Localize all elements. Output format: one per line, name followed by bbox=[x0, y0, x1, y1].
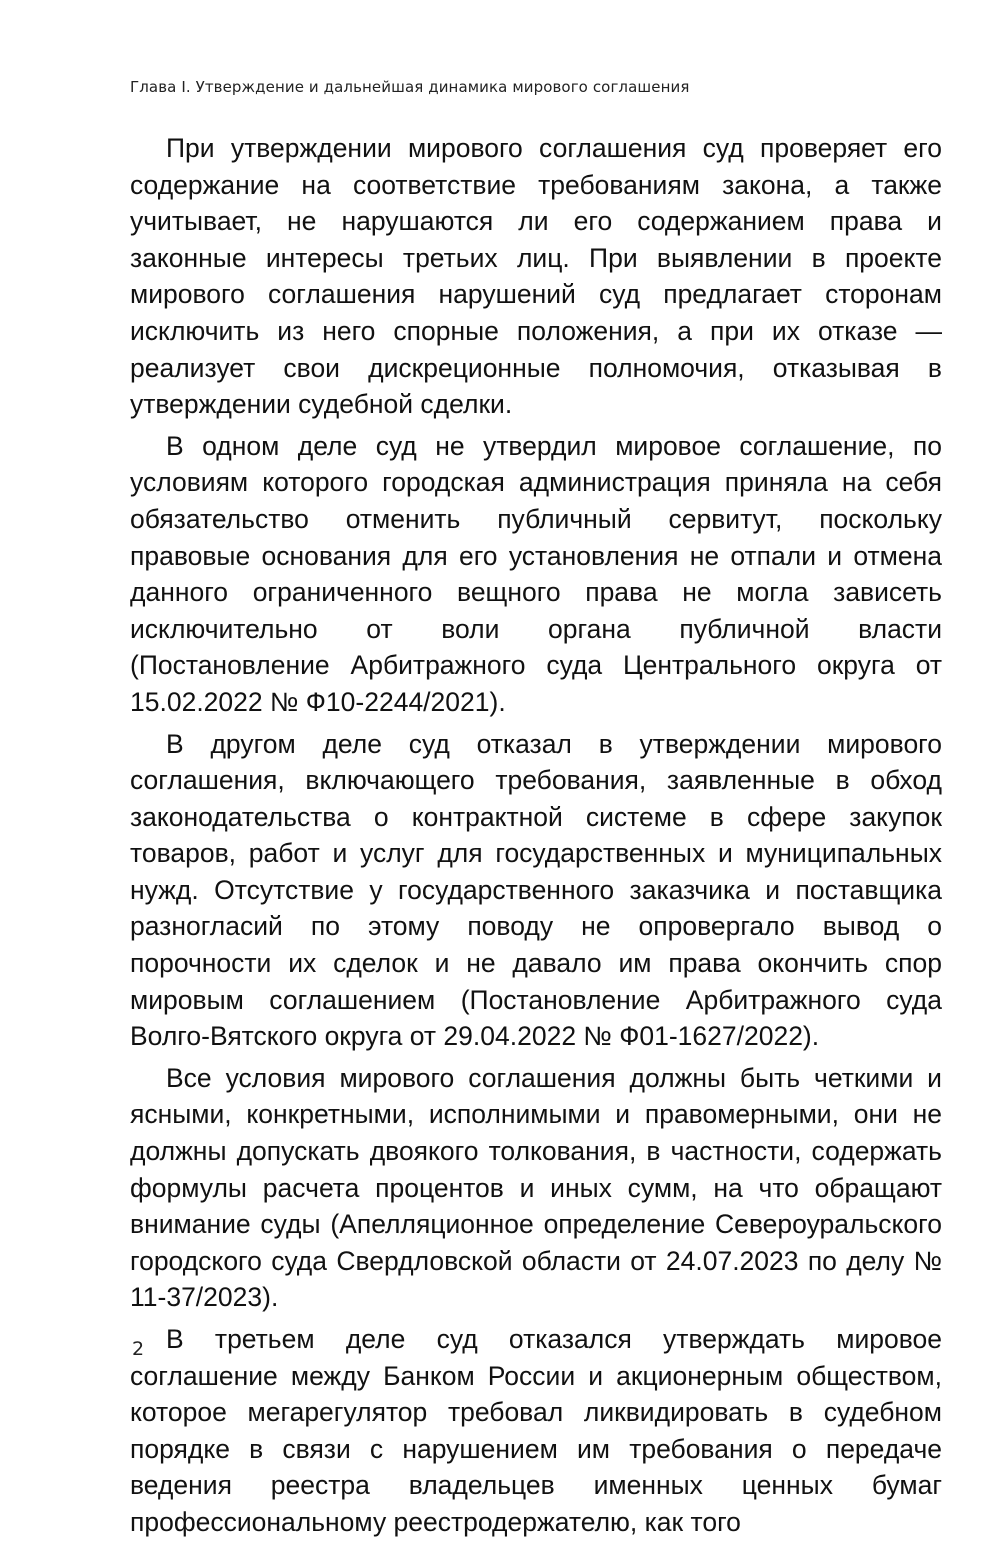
paragraph-4: Все условия мирового соглашения должны быть четкими и ясными, конкретными, исполнимыми и правомерными, они не должны допускать двоякого толкования, в частности, содержать формулы расчета процентов и иных сумм, на что обращают внимание суды (Апелляционное определение Североуральского городского суда Свердловской области от 24.07.2023 по делу № 11-37/2023). bbox=[130, 1062, 942, 1313]
paragraph-2: В одном деле суд не утвердил мировое соглашение, по условиям которого городская администрация приняла на себя обязательство отменить публичный сервитут, поскольку правовые основания для его установления не отпали и отмена данного ограниченного вещного права не могла зависеть исключительно от воли органа публичной власти (Постановление Арбитражного суда Центрального округа от 15.02.2022 № Ф10-2244/2021). bbox=[130, 430, 942, 717]
paragraph-3: В другом деле суд отказал в утверждении мирового соглашения, включающего требования, заявленные в обход законодательства о контрактной системе в сфере закупок товаров, работ и услуг для государственных и муниципальных нужд. Отсутствие у государственного заказчика и поставщика разногласий по этому поводу не опровергало вывод о порочности их сделок и не давало им права окончить спор мировым соглашением (Постановление Арбитражного суда Волго-Вятского округа от 29.04.2022 № Ф01-1627/2022). bbox=[130, 728, 942, 1052]
running-header: Глава I. Утверждение и дальнейшая динамика мирового соглашения bbox=[130, 78, 690, 96]
page-number: 2 bbox=[132, 1338, 145, 1360]
paragraph-5: В третьем деле суд отказался утверждать мировое соглашение между Банком России и акционерным обществом, которое мегарегулятор требовал ликвидировать в судебном порядке в связи с нарушением им требования о передаче ведения реестра владельцев именных ценных бумаг профессиональному реестродержателю, как того bbox=[130, 1324, 942, 1537]
body-text bbox=[130, 130, 942, 1546]
paragraph-1: При утверждении мирового соглашения суд проверяет его содержание на соответствие требованиям закона, а также учитывает, не нарушаются ли его содержанием права и законные интересы третьих лиц. При выявлении в проекте мирового соглашения нарушений суд предлагает сторонам исключить из него спорные положения, а при их отказе — реализует свои дискреционные полномочия, отказывая в утверждении судебной сделки. bbox=[130, 133, 942, 420]
